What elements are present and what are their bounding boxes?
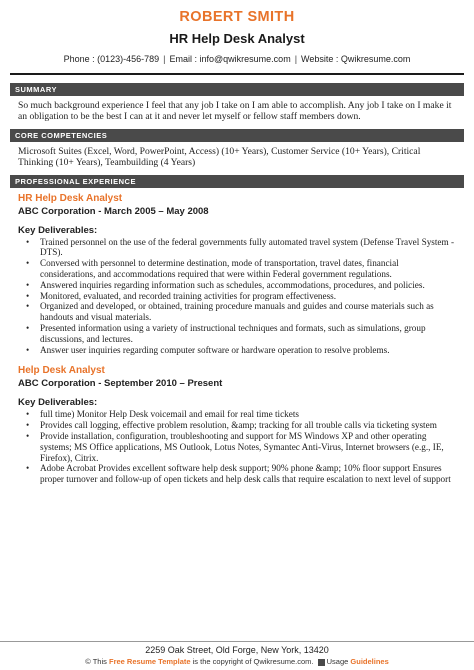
guidelines-icon xyxy=(318,659,325,666)
section-experience-heading: PROFESSIONAL EXPERIENCE xyxy=(10,175,464,188)
list-item: • Organized and developed, or obtained, training procedure manuals and guides and course materials such as handouts and visual materials. xyxy=(26,301,434,323)
contact-email[interactable]: Email : info@qwikresume.com xyxy=(169,54,291,64)
job-title: Help Desk Analyst xyxy=(18,365,105,377)
list-item: • Adobe Acrobat Provides excellent software help desk support; 90% phone &amp; 10% floor support Ensures proper turnover and follow-up of open tickets and help desk calls that require escalation to next level of support xyxy=(26,463,451,485)
candidate-name: ROBERT SMITH xyxy=(179,9,295,25)
deliverables-list xyxy=(26,409,456,485)
list-item: • Trained personnel on the use of the federal governments fully automated travel system (Defense Travel System - DTS). xyxy=(26,236,455,258)
job-title-heading: HR Help Desk Analyst xyxy=(169,31,305,46)
resume-header xyxy=(0,0,474,64)
summary-text: So much background experience I feel that any job I take on I am able to accomplish. Any job I take on I make it an obligation to be the best I can at it and never let myself or fellow staff members down. xyxy=(18,100,452,123)
list-item: • Answered inquiries regarding information such as schedules, accommodations, procedures, and policies. xyxy=(26,279,425,290)
footer-credit: © This Free Resume Template is the copyright of Qwikresume.com. Usage Guidelines xyxy=(85,657,389,666)
deliverables-label: Key Deliverables: xyxy=(18,397,98,409)
free-resume-template-link[interactable]: Free Resume Template xyxy=(108,657,191,666)
job-title: HR Help Desk Analyst xyxy=(18,192,123,204)
guidelines-link[interactable]: Guidelines xyxy=(350,657,389,666)
section-summary-heading: SUMMARY xyxy=(10,83,464,96)
deliverables-list xyxy=(26,236,456,356)
job-entry xyxy=(0,365,474,485)
footer-address: 2259 Oak Street, Old Forge, New York, 13420 xyxy=(145,645,329,655)
contact-phone: Phone : (0123)-456-789 xyxy=(63,54,160,64)
job-company: ABC Corporation - March 2005 – May 2008 xyxy=(18,205,209,217)
contact-website[interactable]: Website : Qwikresume.com xyxy=(301,54,411,64)
header-divider xyxy=(10,73,464,75)
list-item: • Provide installation, configuration, troubleshooting and support for MS Windows XP and other operating systems; MS Office applications, MS Outlook, Lotus Notes, Symantec Anti-Virus, Internet browsers (e.g., IE, Firefox), Citrix. xyxy=(26,430,444,463)
list-item: • Presented information using a variety of instructional techniques and formats, such as simulations, group discussions, and lectures. xyxy=(26,323,426,344)
core-text: Microsoft Suites (Excel, Word, PowerPoint, Access) (10+ Years), Customer Service (10+ Years), Critical Thinking (10+ Years), Teambuilding (4 Years) xyxy=(18,145,421,169)
list-item: • full time) Monitor Help Desk voicemail and email for real time tickets xyxy=(26,409,299,420)
list-item: • Provides call logging, effective problem resolution, &amp; tracking for all trouble calls via ticketing system xyxy=(26,420,437,431)
contact-line: Phone : (0123)-456-789 | Email : info@qwikresume.com | Website : Qwikresume.com xyxy=(63,54,411,64)
job-entry xyxy=(0,193,474,356)
list-item: • Conversed with personnel to determine destination, mode of transportation, travel dates, financial considerations, and accommodations required that were within Federal government regulations. xyxy=(26,258,399,280)
page-footer xyxy=(0,641,474,670)
list-item: • Monitored, evaluated, and recorded training activities for program effectiveness. xyxy=(26,290,337,301)
deliverables-label: Key Deliverables: xyxy=(18,224,98,236)
list-item: • Answer user inquiries regarding computer software or hardware operation to resolve problems. xyxy=(26,344,390,355)
job-company: ABC Corporation - September 2010 – Present xyxy=(18,378,223,390)
section-core-heading: CORE COMPETENCIES xyxy=(10,129,464,142)
